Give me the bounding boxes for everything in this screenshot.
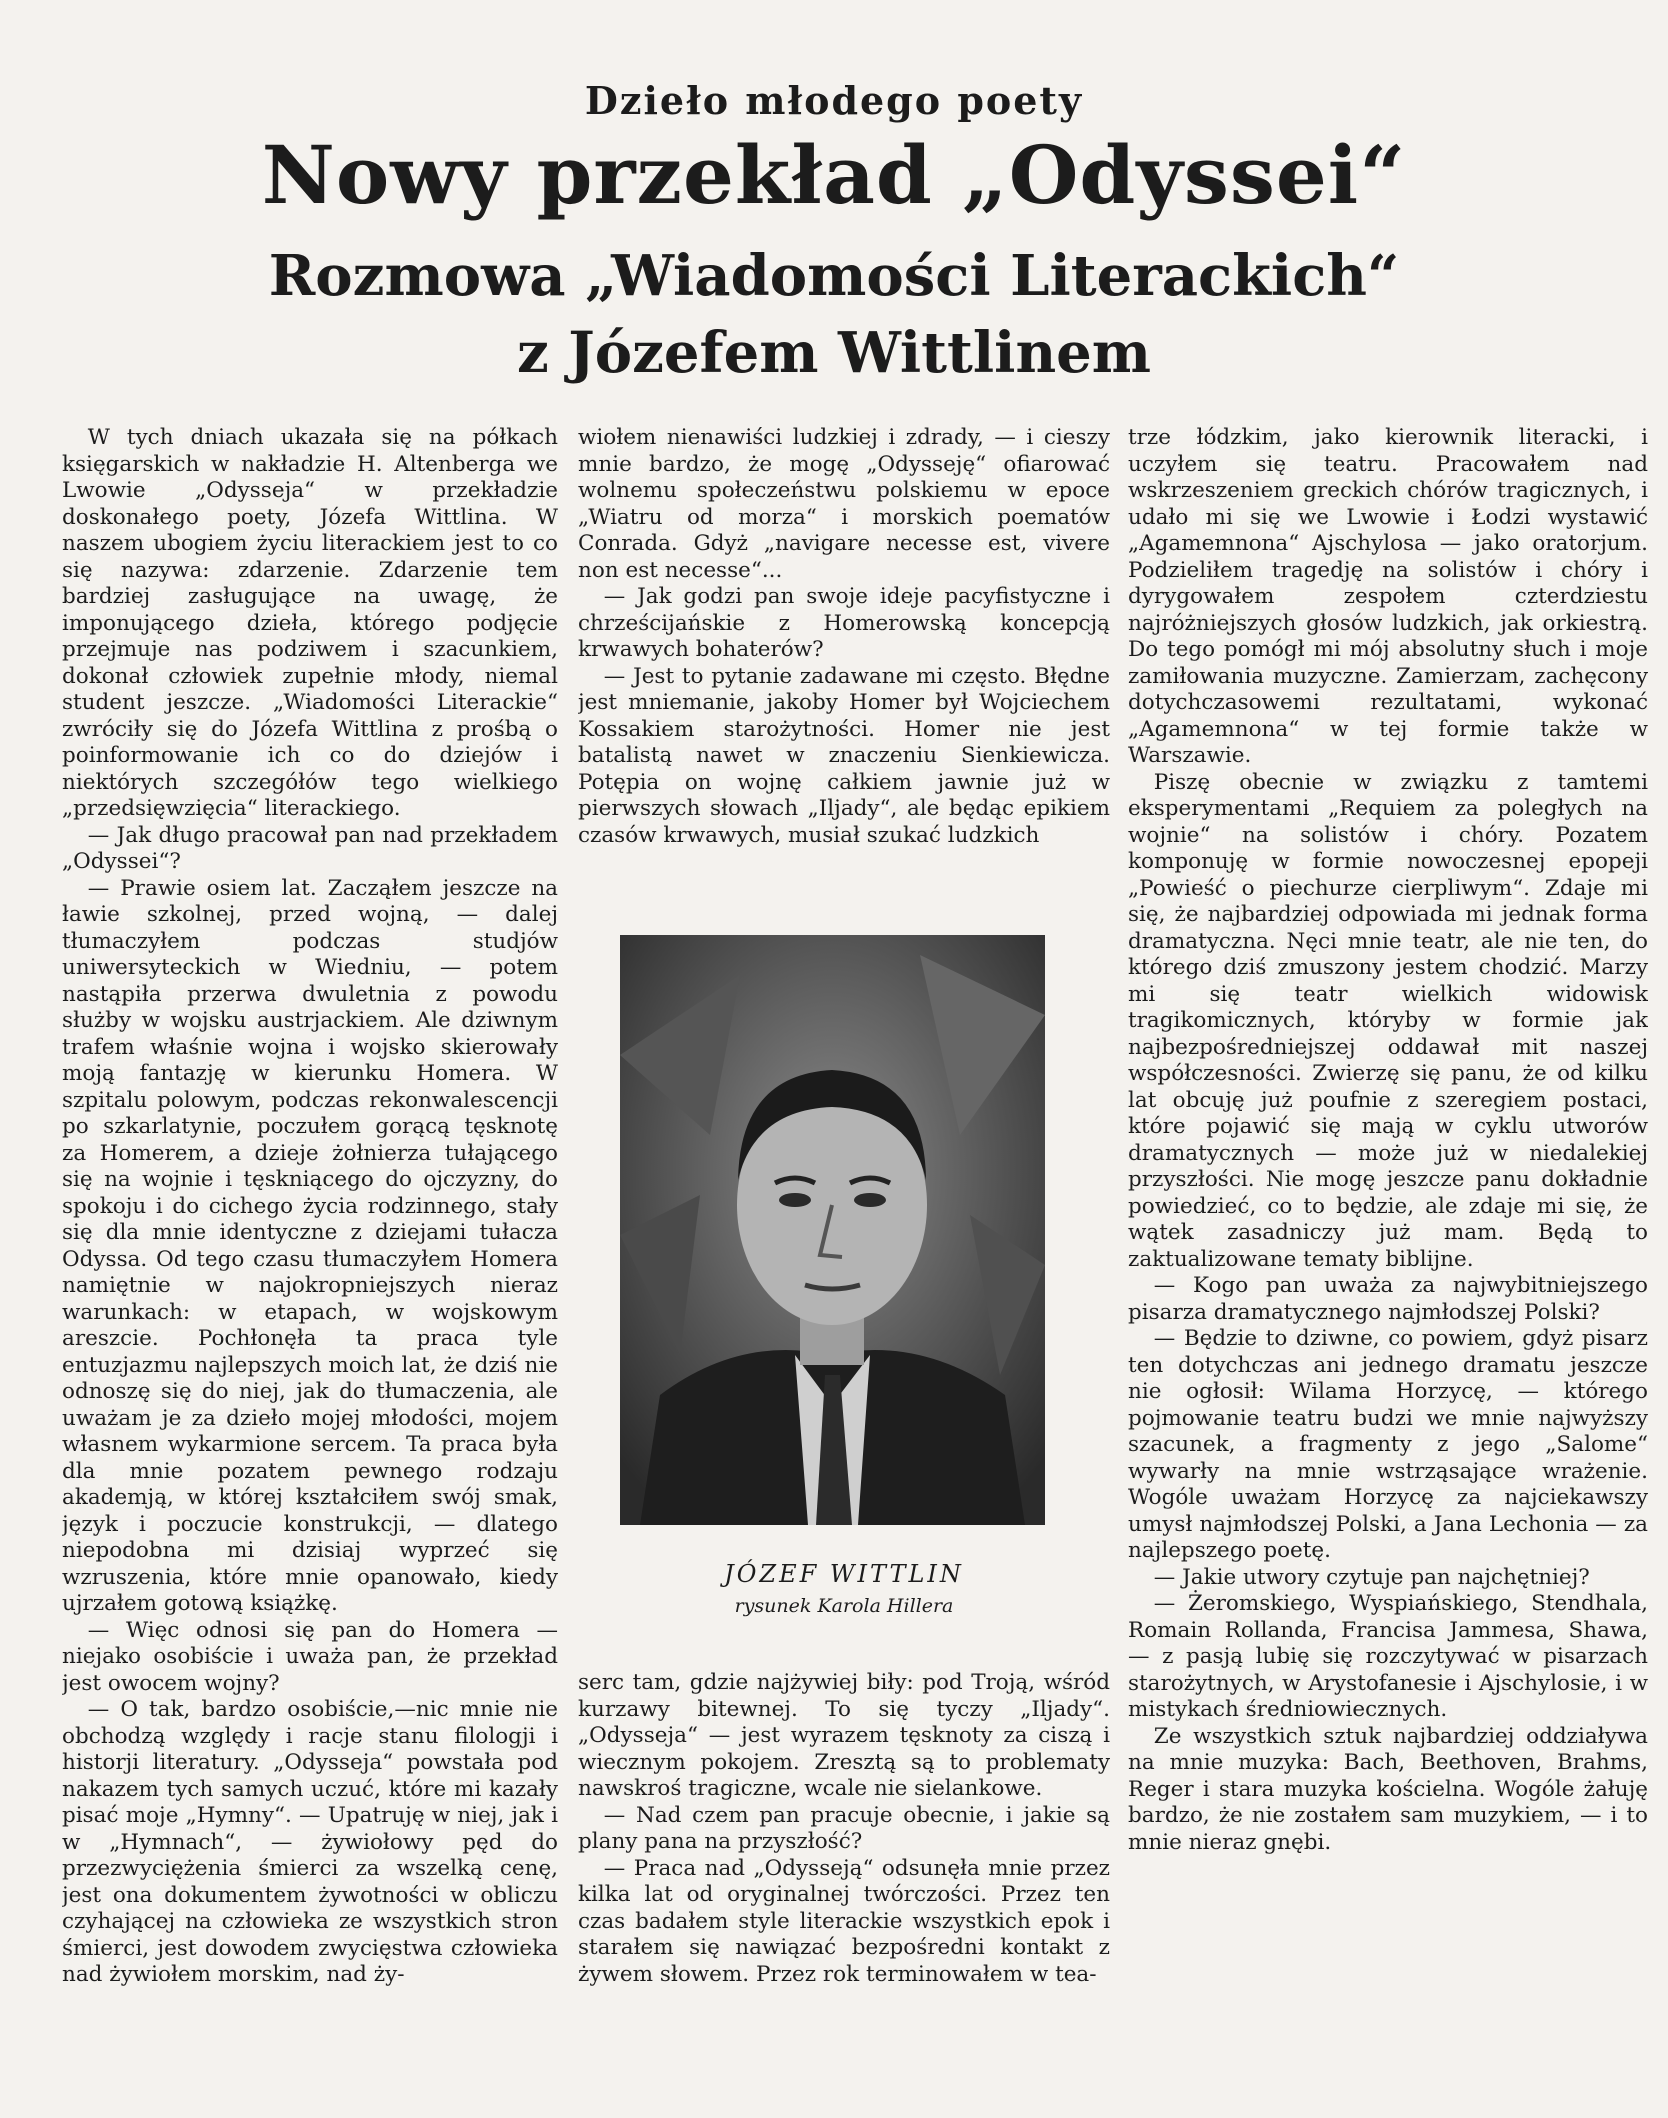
paragraph: W tych dniach ukazała się na półkach księgarskich w nakładzie H. Altenberga we Lwowie „Odysseja“ w przekładzie doskonałego poety, Józefa Wittlina. W naszem ubogiem życiu literackiem jest to co się nazywa: zdarzenie. Zdarzenie tem bardziej zasługujące na uwagę, że imponującego dzieła, którego podjęcie przejmuje nas podziwem i szacunkiem, dokonał człowiek zupełnie młody, niemal student jeszcze. „Wiadomości Literackie“ zwróciły się do Józefa Wittlina z prośbą o poinformowanie ich co do dziejów i niektórych szczegółów tego wielkiego „przedsięwzięcia“ literackiego.: [62, 425, 558, 821]
paragraph: Ze wszystkich sztuk najbardziej oddziaływa na mnie muzyka: Bach, Beethoven, Brahms, Reger i stara muzyka kościelna. Wogóle żałuję bardzo, że nie zostałem sam muzykiem, — i to mnie nieraz gnębi.: [1128, 1723, 1648, 1855]
article-column-1: [62, 425, 558, 2065]
portrait-illustration: [620, 935, 1045, 1525]
headline: Nowy przekład „Odyssei“: [261, 128, 1407, 222]
paragraph: Piszę obecnie w związku z tamtemi eksperymentami „Requiem za poległych na wojnie“ na solistów i chóry. Pozatem komponuję w formie nowoczesnej epopeji „Powieść o piechurze cierpliwym“. Zdaje mi się, że najbardziej odpowiada mi jednak forma dramatyczna. Nęci mnie teatr, ale nie ten, do którego dziś zmuszony jestem chodzić. Marzy mi się teatr wielkich widowisk tragikomicznych, któryby w formie jak najbezpośredniejszej oddawał mit naszej współczesności. Zwierzę się panu, że od kilku lat obcuję już poufnie z szeregiem postaci, które pojawić się mają w cyklu utworów dramatycznych — może już w niedalekiej przyszłości. Nie mogę jeszcze panu dokładnie powiedzieć, co to będzie, ale zdaje mi się, że wątek zasadniczy już mam. Będą to zaktualizowane tematy biblijne.: [1128, 769, 1648, 1272]
paragraph: — Nad czem pan pracuje obecnie, i jakie są plany pana na przyszłość?: [578, 1802, 1110, 1854]
article-column-3: [1128, 425, 1648, 2065]
subheadline: Rozmowa „Wiadomości Literackich“: [268, 243, 1400, 309]
paragraph: serc tam, gdzie najżywiej biły: pod Troją, wśród kurzawy bitewnej. To się tyczy „Iljady“. „Odysseja“ — jest wyrazem tęsknoty za ciszą i wiecznym pokojem. Zresztą są to problematy nawskroś tragiczne, wcale nie sielankowe.: [578, 1670, 1110, 1801]
portrait-drawing: [620, 935, 1045, 1525]
paragraph: — Jak godzi pan swoje ideje pacyfistyczne i chrześcijańskie z Homerowską koncepcją krwawych bohaterów?: [578, 584, 1110, 662]
paragraph: — O tak, bardzo osobiście,—nic mnie nie obchodzą względy i racje stanu filologji i historji literatury. „Odysseja“ powstała pod nakazem tych samych uczuć, które mi kazały pisać moje „Hymny“. — Upatruję w niej, jak i w „Hymnach“, — żywiołowy pęd do przezwyciężenia śmierci za wszelką cenę, jest ona dokumentem żywotności w obliczu czyhającej na człowieka ze wszystkich stron śmierci, jest dowodem zwycięstwa człowieka nad żywiołem morskim, nad ży-: [62, 1697, 558, 1987]
paragraph: — Kogo pan uważa za najwybitniejszego pisarza dramatycznego najmłodszej Polski?: [1128, 1273, 1648, 1325]
article-column-2-bottom: [578, 1670, 1110, 2065]
paragraph: — Praca nad „Odysseją“ odsunęła mnie przez kilka lat od oryginalnej twórczości. Przez ten czas badałem style literackie wszystkich epok i starałem się nawiązać bezpośredni kontakt z żywem słowem. Przez rok terminowałem w tea-: [578, 1855, 1110, 1987]
subheadline-author: z Józefem Wittlinem: [516, 320, 1152, 386]
paragraph: — Więc odnosi się pan do Homera — niejako osobiście i uważa pan, że przekład jest owocem wojny?: [62, 1617, 558, 1696]
paragraph: — Jak długo pracował pan nad przekładem „Odyssei“?: [62, 822, 558, 874]
paragraph: — Jest to pytanie zadawane mi często. Błędne jest mniemanie, jakoby Homer był Wojciechem Kossakiem starożytności. Homer nie jest batalistą nawet w znaczeniu Sienkiewicza. Potępia on wojnę całkiem jawnie już w pierwszych słowach „Iljady“, ale będąc epikiem czasów krwawych, musiał szukać ludzkich: [578, 663, 1110, 848]
paragraph: — Prawie osiem lat. Zacząłem jeszcze na ławie szkolnej, przed wojną, — dalej tłumaczyłem podczas studjów uniwersyteckich w Wiedniu, — potem nastąpiła przerwa dwuletnia z powodu służby w wojsku austrjackiem. Ale dziwnym trafem właśnie wojna i wojsko skierowały moją fantazję w kierunku Homera. W szpitalu polowym, podczas rekonwalescencji po szkarlatynie, poczułem gorącą tęsknotę za Homerem, a dzieje żołnierza tułającego się na wojnie i tęskniącego do ojczyzny, do spokoju i do cichego życia rodzinnego, stały się dla mnie identyczne z dziejami tułacza Odyssa. Od tego czasu tłumaczyłem Homera namiętnie w najokropniejszych nieraz warunkach: w etapach, w wojskowym areszcie. Pochłonęła ta praca tyle entuzjazmu najlepszych moich lat, że dziś nie odnoszę się do niej, jak do tłumaczenia, ale uważam je za dzieło mojej młodości, mojem własnem wykarmione sercem. Ta praca była dla mnie pozatem pewnego rodzaju akademją, w której kształciłem swój smak, język i poczucie konstrukcji, — dlatego niepodobna mi dzisiaj wyprzeć się wzruszenia, które mnie opanowało, kiedy ujrzałem gotową książkę.: [62, 875, 558, 1616]
kicker: Dzieło młodego poety: [584, 78, 1084, 123]
paragraph: trze łódzkim, jako kierownik literacki, i uczyłem się teatru. Pracowałem nad wskrzeszeniem greckich chórów tragicznych, i udało mi się we Lwowie i Łodzi wystawić „Agamemnona“ Ajschylosa — jako oratorjum. Podzieliłem tragedję na solistów i chóry i dyrygowałem zespołem czterdziestu najróżniejszych głosów ludzkich, jak orkiestrą. Do tego pomógł mi mój absolutny słuch i moje zamiłowania muzyczne. Zamierzam, zachęcony dotychczasowemi rezultatami, wykonać „Agamemnona“ w tej formie także w Warszawie.: [1128, 425, 1648, 768]
article-column-2-top: [578, 425, 1110, 875]
paragraph: — Jakie utwory czytuje pan najchętniej?: [1153, 1564, 1590, 1590]
paragraph: — Będzie to dziwne, co powiem, gdyż pisarz ten dotychczas ani jednego dramatu jeszcze nie ogłosił: Wilama Horzycę, — którego pojmowanie teatru budzi we mnie najwyższy szacunek, a fragmenty z jego „Salome“ wywarły na mnie wstrząsające wrażenie. Wogóle uważam Horzycę za najciekawszy umysł najmłodszej Polski, a Jana Lechonia — za najlepszego poetę.: [1128, 1326, 1648, 1563]
portrait-caption-name: JÓZEF WITTLIN: [724, 1560, 964, 1588]
paragraph: wiołem nienawiści ludzkiej i zdrady, — i cieszy mnie bardzo, że mogę „Odysseję“ ofiarować wolnemu społeczeństwu polskiemu w epoce „Wiatru od morza“ i morskich poematów Conrada. Gdyż „navigare necesse est, vivere non est necesse“...: [578, 425, 1110, 583]
paragraph: — Żeromskiego, Wyspiańskiego, Stendhala, Romain Rollanda, Francisa Jammesa, Shawa, — z pasją lubię się rozczytywać w pisarzach starożytnych, w Arystofanesie i Ajschylosie, i w mistykach średniowiecznych.: [1128, 1591, 1648, 1722]
portrait-caption-credit: rysunek Karola Hillera: [734, 1595, 954, 1617]
